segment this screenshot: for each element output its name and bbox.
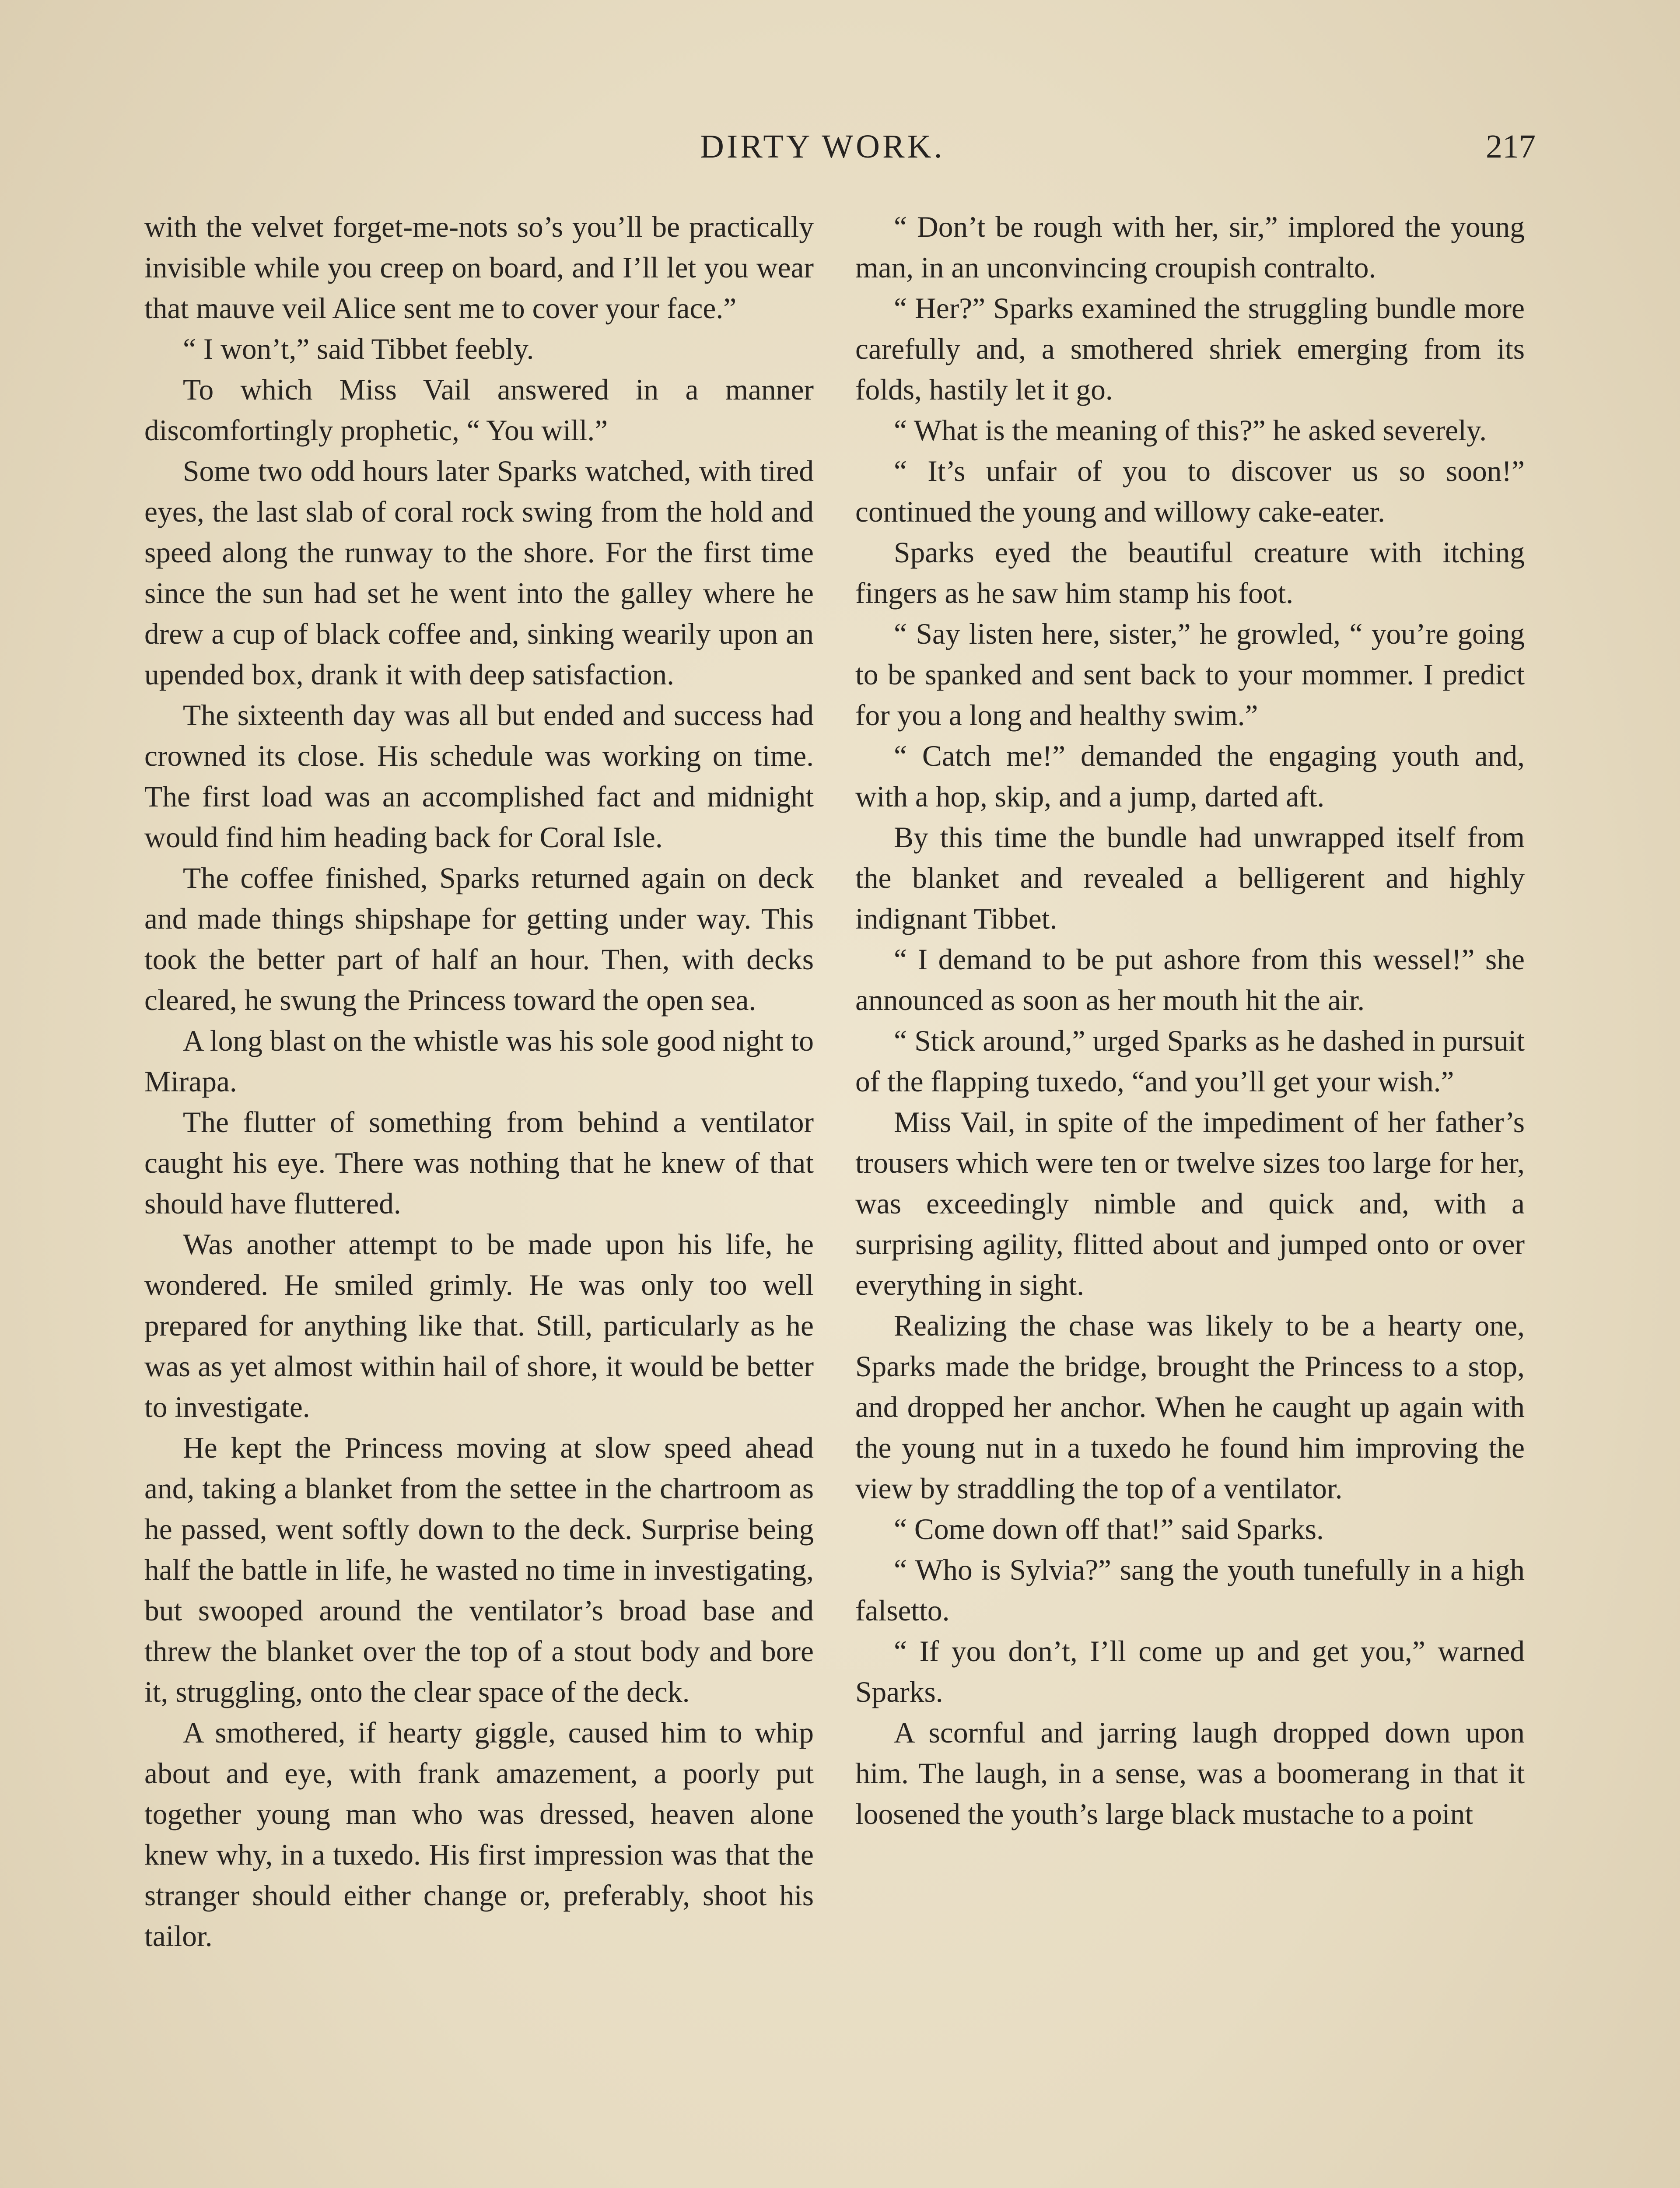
paragraph: Realizing the chase was likely to be a hearty one, Sparks made the bridge, brought the Princess to a stop, and dropped her anchor. When he caught up again with the young nut in a tuxedo he found him improving the view by straddling the top of a ventilator. [855,1309,1525,1505]
paragraph: By this time the bundle had unwrapped itself from the blanket and revealed a belligerent and highly indignant Tibbet. [855,821,1525,935]
paragraph: “ What is the meaning of this?” he asked severely. [894,414,1487,447]
paragraph: Some two odd hours later Sparks watched, with tired eyes, the last slab of coral rock swing from the hold and speed along the runway to the shore. For the first time since the sun had set he went into the galley where he drew a cup of black coffee and, sinking wearily upon an upended box, drank it with deep satisfaction. [144,455,814,691]
paragraph: “ Don’t be rough with her, sir,” implored the young man, in an unconvincing croupish contralto. [855,210,1525,284]
paragraph: “ I demand to be put ashore from this wessel!” she announced as soon as her mouth hit the air. [855,943,1525,1017]
paragraph: Sparks eyed the beautiful creature with itching fingers as he saw him stamp his foot. [855,536,1525,610]
paragraph: The coffee finished, Sparks returned again on deck and made things shipshape for getting under way. This took the better part of half an hour. Then, with decks cleared, he swung the Princess toward the open sea. [144,862,814,1017]
running-title: DIRTY WORK. [700,128,945,165]
paragraph: The sixteenth day was all but ended and success had crowned its close. His schedule was working on time. The first load was an accomplished fact and midnight would find him heading back for Coral Isle. [144,699,814,854]
paragraph: A long blast on the whistle was his sole good night to Mirapa. [144,1024,814,1098]
paragraph: “ I won’t,” said Tibbet feebly. [183,333,534,365]
left-text-column [144,207,814,2188]
paragraph: “ Who is Sylvia?” sang the youth tunefully in a high falsetto. [855,1553,1525,1627]
paragraph: “ Stick around,” urged Sparks as he dashed in pursuit of the flapping tuxedo, “and you’ll get your wish.” [855,1024,1525,1098]
paragraph: He kept the Princess moving at slow speed ahead and, taking a blanket from the settee in the chartroom as he passed, went softly down to the deck. Surprise being half the battle in life, he wasted no time in investigating, but swooped around the ventilator’s broad base and threw the blanket over the top of a stout body and bore it, struggling, onto the clear space of the deck. [144,1431,814,1708]
paragraph: “ Catch me!” demanded the engaging youth and, with a hop, skip, and a jump, darted aft. [855,740,1525,813]
paragraph: To which Miss Vail answered in a manner discomfortingly prophetic, “ You will.” [144,373,814,447]
paragraph: “ If you don’t, I’ll come up and get you,” warned Sparks. [855,1635,1525,1708]
paragraph: A smothered, if hearty giggle, caused him to whip about and eye, with frank amazement, a poorly put together young man who was dressed, heaven alone knew why, in a tuxedo. His first impression was that the stranger should either change or, preferably, shoot his tailor. [144,1716,814,1953]
page-number: 217 [1486,128,1536,165]
paragraph: Miss Vail, in spite of the impediment of her father’s trousers which were ten or twelve sizes too large for her, was exceedingly nimble and quick and, with a surprising agility, flitted about and jumped onto or over everything in sight. [855,1106,1525,1301]
paragraph: The flutter of something from behind a ventilator caught his eye. There was nothing that he knew of that should have fluttered. [144,1106,814,1220]
paragraph: with the velvet forget-me-nots so’s you’ll be practically invisible while you creep on board, and I’ll let you wear that mauve veil Alice sent me to cover your face.” [144,210,814,325]
paragraph: A scornful and jarring laugh dropped down upon him. The laugh, in a sense, was a boomerang in that it loosened the youth’s large black mustache to a point [855,1716,1525,1830]
paragraph: “ It’s unfair of you to discover us so soon!” continued the young and willowy cake-eater. [855,455,1525,528]
paragraph: “ Come down off that!” said Sparks. [894,1513,1324,1546]
paragraph: Was another attempt to be made upon his life, he wondered. He smiled grimly. He was only too well prepared for anything like that. Still, particularly as he was as yet almost within hail of shore, it would be better to investigate. [144,1228,814,1424]
right-text-column [855,207,1525,2188]
paragraph: “ Say listen here, sister,” he growled, “ you’re going to be spanked and sent back to your mommer. I predict for you a long and healthy swim.” [855,617,1525,732]
paragraph: “ Her?” Sparks examined the struggling bundle more carefully and, a smothered shriek emerging from its folds, hastily let it go. [855,292,1525,406]
